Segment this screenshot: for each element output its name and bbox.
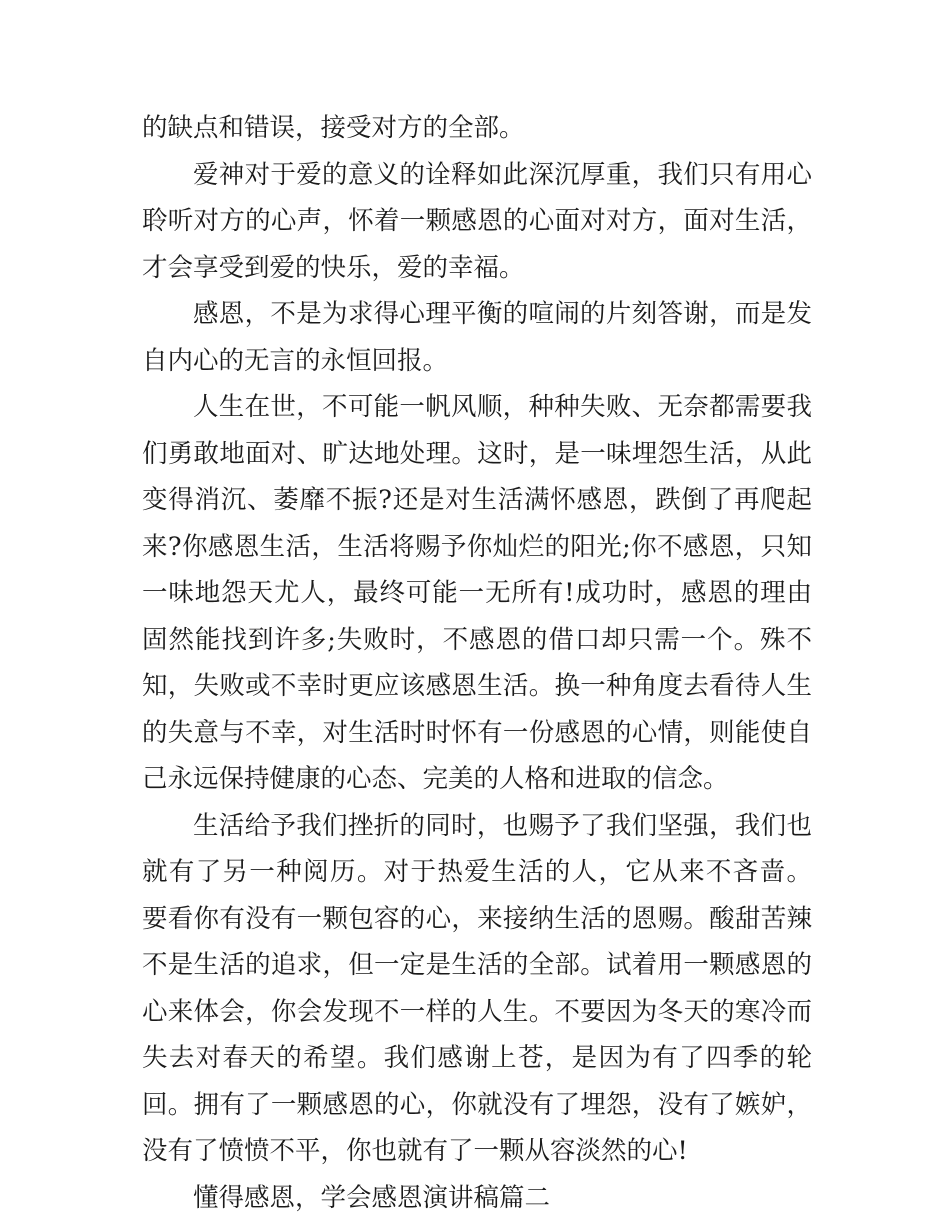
paragraph-4: 人生在世，不可能一帆风顺，种种失败、无奈都需要我们勇敢地面对、旷达地处理。这时，是一味埋怨生活，从此变得消沉、萎靡不振?还是对生活满怀感恩，跌倒了再爬起来?你感恩生活，生活将赐予你灿烂的阳光;你不感恩，只知一味地怨天尤人，最终可能一无所有!成功时，感恩的理由固然能找到许多;失败时，不感恩的借口却只需一个。殊不知，失败或不幸时更应该感恩生活。换一种角度去看待人生的失意与不幸，对生活时时怀有一份感恩的心情，则能使自己永远保持健康的心态、完美的人格和进取的信念。	[142, 392, 812, 794]
paragraph-3: 感恩，不是为求得心理平衡的喧闹的片刻答谢，而是发自内心的无言的永恒回报。	[142, 299, 812, 376]
paragraph-1: 的缺点和错误，接受对方的全部。	[142, 113, 525, 143]
section-heading: 懂得感恩，学会感恩演讲稿篇二	[193, 1182, 551, 1213]
paragraph-2: 爱神对于爱的意义的诠释如此深沉厚重，我们只有用心聆听对方的心声，怀着一颗感恩的心面对对方，面对生活，才会享受到爱的快乐，爱的幸福。	[142, 159, 812, 283]
paragraph-5: 生活给予我们挫折的同时，也赐予了我们坚强，我们也就有了另一种阅历。对于热爱生活的人，它从来不吝啬。 要看你有没有一颗包容的心，来接纳生活的恩赐。酸甜苦辣不是生活的追求，但一定是生活的全部。试着用一颗感恩的心来体会，你会发现不一样的人生。不要因为冬天的寒冷而失去对春天的希望。我们感谢上苍，是因为有了四季的轮回。拥有了一颗感恩的心，你就没有了埋怨，没有了嫉妒，没有了愤愤不平，你也就有了一颗从容淡然的心!	[142, 810, 812, 1166]
